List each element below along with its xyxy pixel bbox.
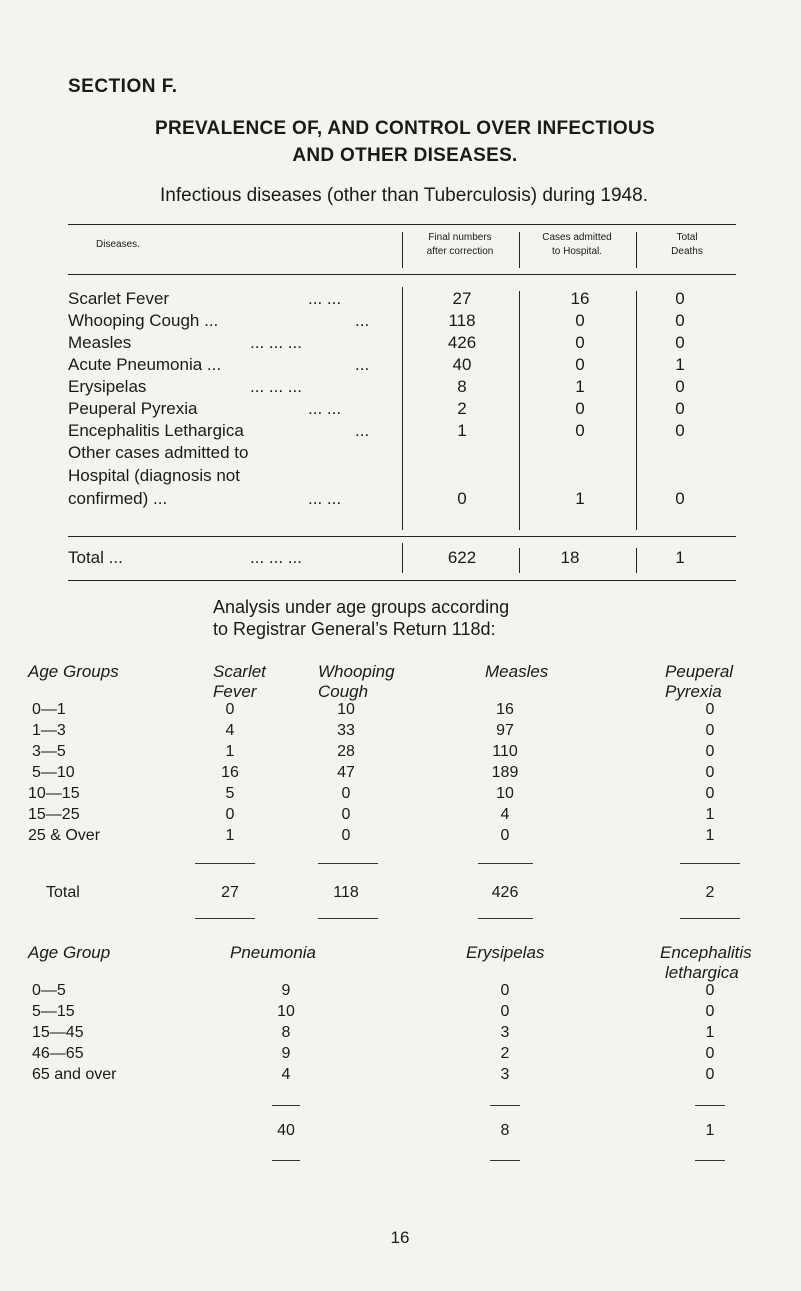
header-deaths bbox=[638, 231, 736, 259]
encephalitis-value: 0 bbox=[705, 1066, 715, 1083]
total-deaths: 1 bbox=[675, 548, 685, 567]
encephalitis-value: 0 bbox=[705, 1045, 715, 1062]
encephalitis-value: 0 bbox=[705, 1003, 715, 1020]
age-group-label: 65 and over bbox=[32, 1066, 117, 1083]
measles-value: 110 bbox=[492, 743, 518, 760]
total-rule bbox=[695, 1160, 725, 1161]
leader-dots: ... ... ... bbox=[250, 333, 302, 352]
peuperal-value: 1 bbox=[705, 827, 715, 844]
header-final-line1: Final numbers bbox=[428, 232, 492, 243]
leader-dots: ... ... ... bbox=[250, 548, 302, 567]
whooping-total: 118 bbox=[333, 884, 359, 901]
whooping-value: 28 bbox=[337, 743, 355, 760]
deaths-number: 1 bbox=[675, 355, 685, 374]
final-number: 426 bbox=[447, 333, 477, 352]
total-divider bbox=[636, 548, 637, 573]
header-pneumonia: Pneumonia bbox=[230, 943, 317, 962]
header-age-group: Age Group bbox=[28, 943, 111, 962]
header-final-numbers bbox=[404, 231, 516, 259]
scarlet-value: 4 bbox=[225, 722, 235, 739]
header-final-line2: after correction bbox=[426, 246, 494, 257]
leader-dots: ... ... ... bbox=[250, 377, 302, 396]
table-rule-bottom bbox=[68, 580, 736, 581]
disease-name: confirmed) ... bbox=[68, 489, 168, 508]
table-rule-top bbox=[68, 224, 736, 225]
whooping-value: 0 bbox=[341, 806, 351, 823]
deaths-number: 0 bbox=[675, 311, 685, 330]
header-whooping-2: Cough bbox=[318, 682, 369, 701]
total-rule bbox=[318, 918, 378, 919]
admitted-number: 0 bbox=[575, 311, 585, 330]
whooping-value: 33 bbox=[337, 722, 355, 739]
deaths-number: 0 bbox=[675, 377, 685, 396]
pneumonia-value: 8 bbox=[281, 1024, 291, 1041]
age-group-label: 3—5 bbox=[32, 743, 66, 760]
total-rule bbox=[490, 1105, 520, 1106]
measles-value: 4 bbox=[500, 806, 510, 823]
whooping-value: 47 bbox=[337, 764, 355, 781]
disease-name: Whooping Cough ... bbox=[68, 311, 219, 330]
leader-dots: ... ... bbox=[308, 489, 342, 508]
erysipelas-value: 0 bbox=[500, 982, 510, 999]
column-divider bbox=[636, 291, 637, 530]
column-divider bbox=[402, 287, 403, 530]
disease-name: Scarlet Fever bbox=[68, 289, 170, 308]
total-label: Total ... bbox=[68, 548, 123, 567]
header-scarlet: Scarlet bbox=[213, 662, 266, 681]
deaths-number: 0 bbox=[675, 421, 685, 440]
disease-name: Peuperal Pyrexia bbox=[68, 399, 198, 418]
header-deaths-line2: Deaths bbox=[671, 246, 703, 257]
peuperal-value: 0 bbox=[705, 722, 715, 739]
final-number: 118 bbox=[448, 311, 476, 330]
header-divider bbox=[636, 232, 637, 268]
header-encephalitis-2: lethargica bbox=[665, 963, 739, 982]
measles-total: 426 bbox=[491, 884, 519, 901]
header-measles: Measles bbox=[485, 662, 549, 681]
pneumonia-total: 40 bbox=[277, 1122, 295, 1139]
total-label: Total bbox=[46, 884, 80, 901]
measles-value: 0 bbox=[500, 827, 510, 844]
header-scarlet-2: Fever bbox=[213, 682, 257, 701]
header-peuperal: Peuperal bbox=[665, 662, 734, 681]
total-rule bbox=[272, 1105, 300, 1106]
deaths-number: 0 bbox=[675, 399, 685, 418]
admitted-number: 0 bbox=[575, 399, 585, 418]
admitted-number: 0 bbox=[575, 355, 585, 374]
whooping-value: 10 bbox=[337, 701, 355, 718]
analysis-heading-line2: to Registrar General’s Return 118d: bbox=[213, 619, 496, 639]
peuperal-value: 1 bbox=[705, 806, 715, 823]
final-number: 40 bbox=[452, 355, 472, 374]
total-divider bbox=[519, 548, 520, 573]
total-rule bbox=[478, 863, 533, 864]
analysis-heading-line1: Analysis under age groups according bbox=[213, 597, 510, 617]
header-diseases: Diseases. bbox=[96, 239, 140, 250]
peuperal-total: 2 bbox=[705, 884, 715, 901]
deaths-number: 0 bbox=[675, 289, 685, 308]
erysipelas-value: 0 bbox=[500, 1003, 510, 1020]
header-admitted bbox=[521, 231, 633, 259]
encephalitis-total: 1 bbox=[705, 1122, 715, 1139]
page-subtitle: Infectious diseases (other than Tuberculosis) during 1948. bbox=[160, 185, 648, 206]
total-final: 622 bbox=[447, 548, 477, 567]
table-rule-header bbox=[68, 274, 736, 275]
disease-name: Hospital (diagnosis not bbox=[68, 466, 240, 485]
scarlet-value: 5 bbox=[225, 785, 235, 802]
admitted-number: 1 bbox=[575, 377, 585, 396]
total-rule bbox=[680, 863, 740, 864]
total-admitted: 18 bbox=[560, 548, 580, 567]
deaths-number: 0 bbox=[675, 489, 685, 508]
pneumonia-value: 10 bbox=[277, 1003, 295, 1020]
total-rule bbox=[680, 918, 740, 919]
leader-dots: ... bbox=[355, 311, 370, 330]
encephalitis-value: 0 bbox=[705, 982, 715, 999]
column-divider bbox=[519, 291, 520, 530]
scarlet-value: 0 bbox=[225, 701, 235, 718]
peuperal-value: 0 bbox=[705, 785, 715, 802]
admitted-number: 0 bbox=[575, 333, 585, 352]
erysipelas-value: 3 bbox=[500, 1066, 510, 1083]
final-number: 1 bbox=[457, 421, 467, 440]
disease-name: Acute Pneumonia ... bbox=[68, 355, 222, 374]
disease-name: Other cases admitted to bbox=[68, 443, 249, 462]
disease-name: Measles bbox=[68, 333, 132, 352]
scarlet-value: 16 bbox=[221, 764, 239, 781]
header-encephalitis: Encephalitis bbox=[660, 943, 752, 962]
disease-name: Erysipelas bbox=[68, 377, 147, 396]
header-peuperal-2: Pyrexia bbox=[665, 682, 722, 701]
total-rule bbox=[478, 918, 533, 919]
admitted-number: 1 bbox=[575, 489, 585, 508]
total-rule bbox=[195, 918, 255, 919]
age-group-label: 5—10 bbox=[32, 764, 75, 781]
scarlet-value: 1 bbox=[225, 827, 235, 844]
age-group-label: 15—25 bbox=[28, 806, 80, 823]
pneumonia-value: 9 bbox=[281, 1045, 291, 1062]
final-number: 8 bbox=[457, 377, 467, 396]
admitted-number: 0 bbox=[575, 421, 585, 440]
leader-dots: ... ... bbox=[308, 289, 342, 308]
age-group-label: 10—15 bbox=[28, 785, 80, 802]
header-erysipelas: Erysipelas bbox=[466, 943, 545, 962]
age-group-label: 15—45 bbox=[32, 1024, 84, 1041]
section-label: SECTION F. bbox=[68, 76, 178, 97]
final-number: 27 bbox=[452, 289, 472, 308]
pneumonia-value: 4 bbox=[281, 1066, 291, 1083]
measles-value: 97 bbox=[496, 722, 514, 739]
disease-name: Encephalitis Lethargica bbox=[68, 421, 244, 440]
table-rule-total-top bbox=[68, 536, 736, 537]
measles-value: 189 bbox=[491, 764, 519, 781]
age-group-label: 25 & Over bbox=[28, 827, 101, 844]
final-number: 0 bbox=[457, 489, 467, 508]
erysipelas-value: 2 bbox=[500, 1045, 510, 1062]
page-title-line2: AND OTHER DISEASES. bbox=[292, 145, 518, 166]
peuperal-value: 0 bbox=[705, 764, 715, 781]
admitted-number: 16 bbox=[570, 289, 590, 308]
measles-value: 16 bbox=[496, 701, 514, 718]
total-rule bbox=[490, 1160, 520, 1161]
leader-dots: ... bbox=[355, 355, 370, 374]
header-admitted-line2: to Hospital. bbox=[551, 246, 603, 257]
header-age-groups: Age Groups bbox=[28, 662, 119, 681]
erysipelas-value: 3 bbox=[500, 1024, 510, 1041]
whooping-value: 0 bbox=[341, 827, 351, 844]
age-group-label: 0—5 bbox=[32, 982, 66, 999]
measles-value: 10 bbox=[496, 785, 514, 802]
leader-dots: ... ... bbox=[308, 399, 342, 418]
total-rule bbox=[195, 863, 255, 864]
total-rule bbox=[272, 1160, 300, 1161]
peuperal-value: 0 bbox=[705, 743, 715, 760]
scarlet-value: 1 bbox=[225, 743, 235, 760]
scarlet-total: 27 bbox=[221, 884, 239, 901]
header-admitted-line1: Cases admitted bbox=[542, 232, 612, 243]
encephalitis-value: 1 bbox=[705, 1024, 715, 1041]
total-divider bbox=[402, 543, 403, 573]
total-rule bbox=[318, 863, 378, 864]
page-title-line1: PREVALENCE OF, AND CONTROL OVER INFECTIOUS bbox=[155, 118, 655, 139]
total-rule bbox=[695, 1105, 725, 1106]
age-group-label: 1—3 bbox=[32, 722, 66, 739]
deaths-number: 0 bbox=[675, 333, 685, 352]
age-group-label: 46—65 bbox=[32, 1045, 84, 1062]
whooping-value: 0 bbox=[341, 785, 351, 802]
scarlet-value: 0 bbox=[225, 806, 235, 823]
leader-dots: ... bbox=[355, 421, 370, 440]
header-deaths-line1: Total bbox=[676, 232, 698, 243]
header-divider bbox=[402, 232, 403, 268]
pneumonia-value: 9 bbox=[281, 982, 291, 999]
header-divider bbox=[519, 232, 520, 268]
erysipelas-total: 8 bbox=[500, 1122, 510, 1139]
final-number: 2 bbox=[457, 399, 467, 418]
header-whooping: Whooping bbox=[318, 662, 395, 681]
age-group-label: 5—15 bbox=[32, 1003, 75, 1020]
page-number: 16 bbox=[390, 1228, 410, 1247]
peuperal-value: 0 bbox=[705, 701, 715, 718]
age-group-label: 0—1 bbox=[32, 701, 66, 718]
